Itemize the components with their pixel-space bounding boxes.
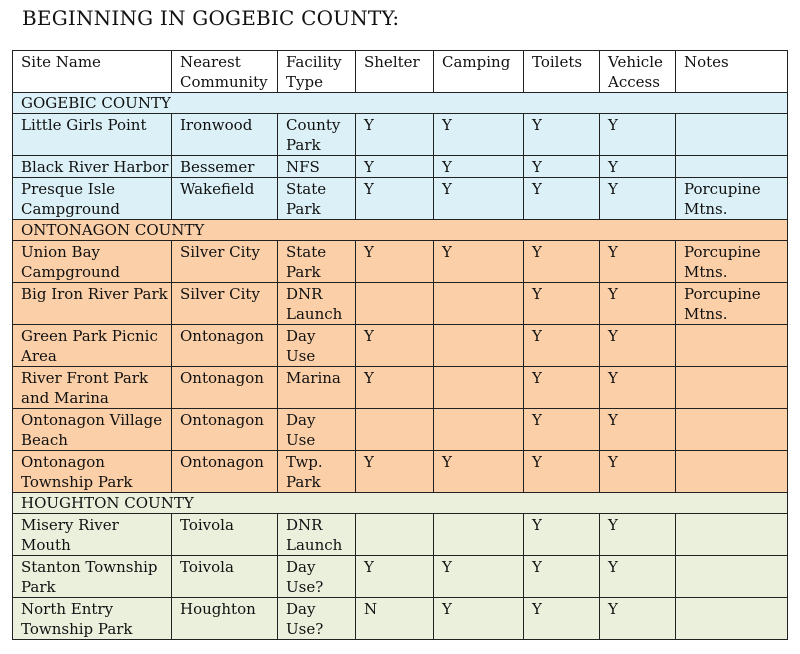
cell-text: Houghton [180, 600, 256, 618]
cell-text: Community [180, 73, 268, 91]
cell-text: Ontonagon Village [21, 411, 163, 429]
cell-text: and Marina [21, 389, 109, 407]
cell-vehicle-access [600, 178, 676, 220]
cell-text: Y [608, 285, 618, 303]
cell-text: Y [442, 600, 452, 618]
section-title: HOUGHTON COUNTY [13, 493, 788, 514]
cell-text: Campground [21, 263, 120, 281]
cell-text: State [286, 180, 327, 198]
cell-text: Vehicle [608, 53, 663, 71]
column-header-site-name [13, 51, 172, 93]
cell-text: Y [608, 327, 618, 345]
cell-shelter [356, 114, 434, 156]
cell-facility-type [278, 156, 356, 178]
cell-text: Mouth [21, 536, 71, 554]
cell-text: Y [364, 243, 374, 261]
cell-nearest-community [172, 556, 278, 598]
cell-text: Day [286, 600, 316, 618]
cell-nearest-community [172, 409, 278, 451]
table-row [13, 178, 788, 220]
cell-text: Shelter [364, 53, 420, 71]
cell-text: Marina [286, 369, 341, 387]
cell-text: Y [532, 243, 542, 261]
cell-text: Y [532, 600, 542, 618]
cell-text: Park [21, 578, 56, 596]
cell-camping [434, 556, 524, 598]
cell-text: Day [286, 327, 316, 345]
cell-text: Type [286, 73, 323, 91]
cell-facility-type [278, 114, 356, 156]
cell-text: Black River Harbor [21, 158, 169, 176]
cell-notes [676, 325, 788, 367]
table-row [13, 409, 788, 451]
cell-text: Nearest [180, 53, 241, 71]
section-row [13, 493, 788, 514]
cell-vehicle-access [600, 283, 676, 325]
cell-facility-type [278, 556, 356, 598]
cell-text: Y [364, 369, 374, 387]
cell-text: Y [532, 411, 542, 429]
cell-site-name [13, 114, 172, 156]
cell-text: Bessemer [180, 158, 255, 176]
cell-text: Y [608, 116, 618, 134]
cell-nearest-community [172, 114, 278, 156]
cell-text: Stanton Township [21, 558, 158, 576]
cell-nearest-community [172, 598, 278, 640]
cell-text: Mtns. [684, 305, 728, 323]
cell-text: Y [442, 116, 452, 134]
cell-site-name [13, 556, 172, 598]
cell-vehicle-access [600, 156, 676, 178]
cell-notes [676, 409, 788, 451]
cell-nearest-community [172, 178, 278, 220]
cell-text: Y [532, 453, 542, 471]
cell-shelter [356, 556, 434, 598]
cell-text: Little Girls Point [21, 116, 147, 134]
cell-nearest-community [172, 367, 278, 409]
cell-vehicle-access [600, 409, 676, 451]
cell-text: Ontonagon [180, 411, 264, 429]
cell-text: Toivola [180, 516, 234, 534]
cell-text: Township Park [21, 620, 133, 638]
cell-text: Day [286, 558, 316, 576]
cell-shelter [356, 178, 434, 220]
cell-toilets [524, 514, 600, 556]
cell-nearest-community [172, 241, 278, 283]
cell-camping [434, 451, 524, 493]
cell-toilets [524, 409, 600, 451]
cell-vehicle-access [600, 241, 676, 283]
cell-nearest-community [172, 514, 278, 556]
column-header-camping [434, 51, 524, 93]
cell-text: Use [286, 431, 316, 449]
cell-text: Park [286, 473, 321, 491]
cell-text: Wakefield [180, 180, 255, 198]
cell-site-name [13, 241, 172, 283]
cell-toilets [524, 556, 600, 598]
cell-text: Y [532, 285, 542, 303]
cell-notes [676, 114, 788, 156]
cell-shelter [356, 156, 434, 178]
cell-site-name [13, 325, 172, 367]
column-header-nearest-community [172, 51, 278, 93]
cell-text: State [286, 243, 327, 261]
cell-text: Ontonagon [180, 453, 264, 471]
cell-text: Park [286, 136, 321, 154]
cell-shelter [356, 451, 434, 493]
cell-notes [676, 514, 788, 556]
cell-toilets [524, 451, 600, 493]
cell-text: Y [442, 243, 452, 261]
cell-site-name [13, 451, 172, 493]
cell-notes [676, 178, 788, 220]
cell-text: Access [608, 73, 660, 91]
cell-text: Ontonagon [180, 369, 264, 387]
cell-camping [434, 178, 524, 220]
table-row [13, 114, 788, 156]
cell-text: DNR [286, 285, 323, 303]
cell-text: Launch [286, 536, 343, 554]
cell-vehicle-access [600, 598, 676, 640]
cell-text: Y [608, 243, 618, 261]
cell-toilets [524, 241, 600, 283]
cell-notes [676, 156, 788, 178]
cell-facility-type [278, 409, 356, 451]
cell-text: Camping [442, 53, 511, 71]
cell-text: Y [364, 327, 374, 345]
cell-site-name [13, 283, 172, 325]
cell-shelter [356, 241, 434, 283]
column-header-notes [676, 51, 788, 93]
cell-notes [676, 283, 788, 325]
cell-camping [434, 598, 524, 640]
page-heading: BEGINNING IN GOGEBIC COUNTY: [22, 6, 400, 30]
cell-shelter [356, 514, 434, 556]
section-title: ONTONAGON COUNTY [13, 220, 788, 241]
cell-text: Union Bay [21, 243, 100, 261]
cell-nearest-community [172, 325, 278, 367]
cell-text: Silver City [180, 243, 260, 261]
cell-text: Misery River [21, 516, 119, 534]
cell-site-name [13, 409, 172, 451]
cell-nearest-community [172, 156, 278, 178]
cell-nearest-community [172, 283, 278, 325]
cell-shelter [356, 409, 434, 451]
cell-camping [434, 367, 524, 409]
table-row [13, 514, 788, 556]
cell-text: DNR [286, 516, 323, 534]
cell-vehicle-access [600, 514, 676, 556]
cell-text: Park [286, 200, 321, 218]
cell-facility-type [278, 241, 356, 283]
cell-text: Site Name [21, 53, 101, 71]
table-row [13, 325, 788, 367]
cell-site-name [13, 156, 172, 178]
cell-text: Township Park [21, 473, 133, 491]
cell-toilets [524, 367, 600, 409]
cell-notes [676, 367, 788, 409]
cell-camping [434, 409, 524, 451]
cell-text: Y [442, 453, 452, 471]
cell-text: Y [608, 369, 618, 387]
cell-shelter [356, 325, 434, 367]
cell-facility-type [278, 367, 356, 409]
cell-toilets [524, 325, 600, 367]
cell-text: Toivola [180, 558, 234, 576]
cell-vehicle-access [600, 325, 676, 367]
cell-text: Campground [21, 200, 120, 218]
cell-text: Use? [286, 620, 324, 638]
cell-toilets [524, 114, 600, 156]
cell-text: Mtns. [684, 200, 728, 218]
cell-text: Facility [286, 53, 342, 71]
cell-site-name [13, 367, 172, 409]
cell-shelter [356, 367, 434, 409]
cell-notes [676, 241, 788, 283]
cell-text: Y [364, 453, 374, 471]
cell-text: County [286, 116, 341, 134]
cell-vehicle-access [600, 451, 676, 493]
cell-shelter [356, 283, 434, 325]
column-header-vehicle-access [600, 51, 676, 93]
cell-text: Twp. [286, 453, 323, 471]
table-body [13, 51, 788, 640]
cell-text: Y [532, 158, 542, 176]
cell-text: Big Iron River Park [21, 285, 168, 303]
cell-text: Y [364, 116, 374, 134]
cell-text: Y [532, 116, 542, 134]
cell-text: Silver City [180, 285, 260, 303]
cell-text: Y [608, 158, 618, 176]
cell-text: North Entry [21, 600, 114, 618]
cell-text: NFS [286, 158, 320, 176]
cell-toilets [524, 156, 600, 178]
cell-text: Park [286, 263, 321, 281]
column-header-toilets [524, 51, 600, 93]
table-row [13, 451, 788, 493]
cell-text: Y [532, 369, 542, 387]
column-header-facility-type [278, 51, 356, 93]
header-row [13, 51, 788, 93]
cell-text: Y [608, 411, 618, 429]
cell-text: Y [532, 327, 542, 345]
cell-site-name [13, 598, 172, 640]
cell-text: Porcupine [684, 180, 761, 198]
cell-text: Y [364, 158, 374, 176]
cell-text: Y [608, 180, 618, 198]
cell-text: Y [364, 558, 374, 576]
table-row [13, 598, 788, 640]
table-row [13, 556, 788, 598]
cell-text: Toilets [532, 53, 583, 71]
cell-vehicle-access [600, 556, 676, 598]
column-header-shelter [356, 51, 434, 93]
cell-notes [676, 598, 788, 640]
cell-text: N [364, 600, 378, 618]
cell-toilets [524, 598, 600, 640]
cell-text: Y [364, 180, 374, 198]
cell-facility-type [278, 178, 356, 220]
cell-text: Y [532, 558, 542, 576]
cell-facility-type [278, 514, 356, 556]
cell-shelter [356, 598, 434, 640]
section-row [13, 93, 788, 114]
cell-toilets [524, 178, 600, 220]
cell-camping [434, 114, 524, 156]
table-row [13, 367, 788, 409]
cell-vehicle-access [600, 367, 676, 409]
cell-text: Ontonagon [180, 327, 264, 345]
table-row [13, 156, 788, 178]
cell-text: Porcupine [684, 243, 761, 261]
cell-text: Y [608, 453, 618, 471]
cell-text: Launch [286, 305, 343, 323]
cell-site-name [13, 178, 172, 220]
cell-camping [434, 283, 524, 325]
cell-facility-type [278, 451, 356, 493]
cell-facility-type [278, 283, 356, 325]
campsite-table [12, 50, 788, 640]
cell-nearest-community [172, 451, 278, 493]
cell-text: Day [286, 411, 316, 429]
cell-facility-type [278, 325, 356, 367]
cell-text: Y [608, 516, 618, 534]
cell-text: Y [442, 180, 452, 198]
cell-text: Ironwood [180, 116, 253, 134]
cell-text: Use? [286, 578, 324, 596]
cell-camping [434, 325, 524, 367]
cell-text: Y [532, 516, 542, 534]
cell-camping [434, 514, 524, 556]
cell-text: Y [608, 558, 618, 576]
cell-text: Presque Isle [21, 180, 116, 198]
cell-text: Porcupine [684, 285, 761, 303]
cell-text: Use [286, 347, 316, 365]
cell-camping [434, 156, 524, 178]
cell-text: Mtns. [684, 263, 728, 281]
cell-text: Y [442, 558, 452, 576]
cell-text: Y [532, 180, 542, 198]
cell-notes [676, 556, 788, 598]
cell-text: Y [608, 600, 618, 618]
cell-site-name [13, 514, 172, 556]
cell-facility-type [278, 598, 356, 640]
cell-text: Area [21, 347, 57, 365]
cell-vehicle-access [600, 114, 676, 156]
table-row [13, 283, 788, 325]
cell-camping [434, 241, 524, 283]
cell-toilets [524, 283, 600, 325]
cell-text: Green Park Picnic [21, 327, 158, 345]
cell-text: Ontonagon [21, 453, 105, 471]
cell-text: Notes [684, 53, 729, 71]
table-row [13, 241, 788, 283]
cell-notes [676, 451, 788, 493]
cell-text: Y [442, 158, 452, 176]
section-row [13, 220, 788, 241]
section-title: GOGEBIC COUNTY [13, 93, 788, 114]
cell-text: River Front Park [21, 369, 149, 387]
cell-text: Beach [21, 431, 68, 449]
